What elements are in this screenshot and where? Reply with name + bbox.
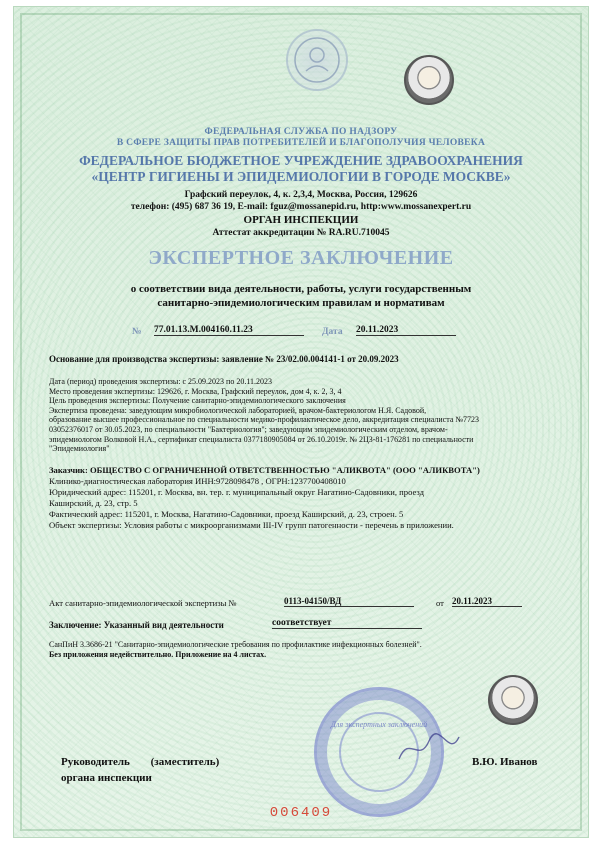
subtitle-line-1: о соответствии вида деятельности, работы, услуги государственным xyxy=(130,283,472,295)
signatory-role-line-1: Руководитель (заместитель) xyxy=(61,756,220,768)
sanpin-line: СанПиН 3.3686-21 "Санитарно-эпидемиологические требования по профилактике инфекционных болезней". xyxy=(49,640,422,649)
customer-line: Юридический адрес: 115201, г. Москва, вн. тер. г. муниципальный округ Нагатино-Садовники, проезд xyxy=(49,487,425,497)
signatory-role-line-2: органа инспекции xyxy=(61,772,152,784)
date-label: Дата xyxy=(322,327,343,337)
conclusion-value: соответствует xyxy=(272,618,422,629)
number-label: № xyxy=(132,327,142,337)
detail-line: Цель проведения экспертизы: Получение санитарно-эпидемиологического заключения xyxy=(49,396,346,406)
date-value: 20.11.2023 xyxy=(356,325,456,336)
detail-line: 03052376017 от 30.05.2023, по специальности "Бактериология"; заведующим эпидемиологическим отделом, врачом- xyxy=(49,424,448,434)
agency-line-2: В СФЕРЕ ЗАЩИТЫ ПРАВ ПОТРЕБИТЕЛЕЙ И БЛАГОПОЛУЧИЯ ЧЕЛОВЕКА xyxy=(116,138,486,148)
detail-line: Экспертиза проведена: заведующим микробиологической лабораторией, врачом-бактериологом Н.Я. Садовой, xyxy=(49,405,427,415)
hologram-emblem-bottom xyxy=(488,675,538,725)
seal-text: Для экспертных заключений xyxy=(330,720,428,729)
conclusion-label: Заключение: Указанный вид деятельности xyxy=(49,620,224,630)
signature-scribble xyxy=(394,729,464,769)
org-line-2: «ЦЕНТР ГИГИЕНЫ И ЭПИДЕМИОЛОГИИ В ГОРОДЕ МОСКВЕ» xyxy=(91,169,511,184)
emblem-top-logo xyxy=(286,29,348,91)
org-contacts: телефон: (495) 687 36 19, E-mail: fguz@mossanepid.ru, http:www.mossanexpert.ru xyxy=(130,202,472,212)
customer-line: Каширский, д. 23, стр. 5 xyxy=(49,498,138,508)
number-value: 77.01.13.М.004160.11.23 xyxy=(154,325,304,336)
sanpin-line: Без приложения недействительно. Приложение на 4 листах. xyxy=(49,650,267,659)
customer-line: Фактический адрес: 115201, г. Москва, Нагатино-Садовники, проезд Каширский, д. 23, строен. 5 xyxy=(49,509,404,519)
act-number: 0113-04150/ВД xyxy=(284,596,414,607)
signatory-name: В.Ю. Иванов xyxy=(472,756,538,768)
basis-line: Основание для производства экспертизы: заявление № 23/02.00.004141-1 от 20.09.2023 xyxy=(49,354,399,364)
customer-line: Клинико-диагностическая лаборатория ИНН:9728098478 , ОГРН:1237700408010 xyxy=(49,476,346,486)
expertise-details xyxy=(49,377,569,454)
detail-line: Место проведения экспертизы: 129626, г. Москва, Графский переулок, дом 4, к. 2, 3, 4 xyxy=(49,386,342,396)
customer-line: Заказчик: ОБЩЕСТВО С ОГРАНИЧЕННОЙ ОТВЕТСТВЕННОСТЬЮ "АЛИКВОТА" (ООО "АЛИКВОТА") xyxy=(49,465,480,475)
agency-line-1: ФЕДЕРАЛЬНАЯ СЛУЖБА ПО НАДЗОРУ xyxy=(204,127,398,137)
detail-line: эпидемиологом Волковой Н.А., сертификат специалиста 0377180905084 от 26.10.2019г. № 2ЦЗ-81-176281 по специальности xyxy=(49,434,474,444)
act-date: 20.11.2023 xyxy=(452,596,522,607)
sanpin-block xyxy=(49,640,569,660)
accreditation: Аттестат аккредитации № RA.RU.710045 xyxy=(212,228,390,238)
act-label: Акт санитарно-эпидемиологической экспертизы № xyxy=(49,598,237,608)
detail-line: образование высшее профессиональное по специальности медико-профилактическое дело, аккредитация специалиста №7723 xyxy=(49,415,479,425)
detail-line: Дата (период) проведения экспертизы: с 25.09.2023 по 20.11.2023 xyxy=(49,377,273,386)
subtitle-line-2: санитарно-эпидемиологическим правилам и нормативам xyxy=(157,297,445,309)
org-line-1: ФЕДЕРАЛЬНОЕ БЮДЖЕТНОЕ УЧРЕЖДЕНИЕ ЗДРАВООХРАНЕНИЯ xyxy=(79,153,523,168)
serial-number: 006409 xyxy=(269,805,333,821)
detail-line: "Эпидемиология" xyxy=(49,444,110,454)
org-address: Графский переулок, 4, к. 2,3,4, Москва, Россия, 129626 xyxy=(184,190,418,200)
certificate-page xyxy=(13,6,589,838)
customer-block xyxy=(49,465,579,531)
inspection-body: ОРГАН ИНСПЕКЦИИ xyxy=(243,214,359,226)
customer-line: Объект экспертизы: Условия работы с микроорганизмами III-IV групп патогенности - перечень в приложении. xyxy=(49,520,454,530)
act-from-label: от xyxy=(436,598,444,608)
document-title: ЭКСПЕРТНОЕ ЗАКЛЮЧЕНИЕ xyxy=(148,247,454,269)
hologram-emblem-top xyxy=(404,55,454,105)
